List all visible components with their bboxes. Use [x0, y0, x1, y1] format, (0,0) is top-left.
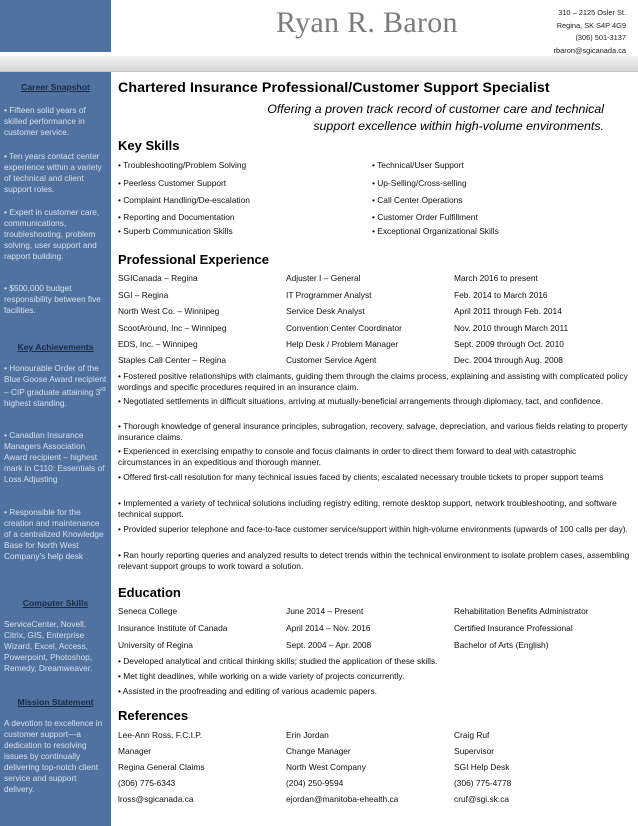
exp-role: Help Desk / Problem Manager: [286, 339, 399, 349]
edu-school: University of Regina: [118, 640, 193, 650]
exp-dates: Nov. 2010 through March 2011: [454, 323, 569, 333]
computer-skills-text: ServiceCenter, Novell, Citrix, GIS, Enterprise Wizard, Excel, Access, Powerpoint, Photoshop, Remedy, Dreamweaver.: [4, 619, 93, 673]
experience-heading: Professional Experience: [118, 252, 270, 267]
career-item: • $500,000 budget responsibility between five facilities.: [4, 283, 101, 315]
exp-dates: Dec. 2004 through Aug. 2008: [454, 355, 563, 365]
achievement-item: • Canadian Insurance Managers Association Award recipient – highest mark in C110: Essentials of Loss Adjusting: [4, 430, 105, 484]
key-achievements-heading: Key Achievements: [17, 342, 94, 352]
skill-item: • Superb Communication Skills: [118, 226, 233, 236]
edu-school: Insurance Institute of Canada: [118, 623, 228, 633]
contact-block: [554, 7, 626, 57]
experience-bullet: • Implemented a variety of technical solutions including registry editing, remote desktop support, network troubleshooting, and software technical support.: [118, 498, 617, 519]
references-heading: References: [118, 708, 189, 723]
ref-title: Manager: [118, 746, 152, 756]
ref-name: Erin Jordan: [286, 730, 329, 740]
experience-bullet: • Experienced in exercising empathy to console and focus claimants in order to direct them forward to deal with catastrophic circumstances in an expeditious and thorough manner.: [118, 446, 577, 467]
skill-item: • Reporting and Documentation: [118, 212, 235, 222]
header-color-band: [0, 0, 111, 52]
edu-dates: June 2014 – Present: [286, 606, 364, 616]
experience-bullet: • Fostered positive relationships with claimants, guiding them through the claims process, explaining and assisting with complicated policy wordings and specific procedures required in an insurance claim.: [118, 371, 628, 392]
superscript: rd: [100, 387, 106, 393]
ref-name: Craig Ruf: [454, 730, 490, 740]
career-item: • Fifteen solid years of skilled performance in customer service.: [4, 105, 86, 137]
edu-credential: Rehabilitation Benefits Administrator: [454, 606, 589, 616]
exp-company: SGI – Regina: [118, 290, 169, 300]
achievement-text: highest standing.: [4, 397, 67, 408]
ref-title: Supervisor: [454, 746, 495, 756]
skill-item: • Customer Order Fulfillment: [372, 212, 478, 222]
skill-item: • Technical/User Support: [372, 160, 464, 170]
resume-title: Chartered Insurance Professional/Customer Support Specialist: [118, 80, 550, 96]
exp-role: Customer Service Agent: [286, 355, 377, 365]
ref-title: Change Manager: [286, 746, 351, 756]
achievement-item: [4, 363, 108, 409]
ref-phone: (306) 775-4778: [454, 778, 512, 788]
skill-item: • Peerless Customer Support: [118, 178, 227, 188]
ref-name: Lee-Ann Ross, F.C.I.P.: [118, 730, 203, 740]
exp-dates: Feb. 2014 to March 2016: [454, 290, 548, 300]
exp-dates: March 2016 to present: [454, 273, 538, 283]
ref-org: Regina General Claims: [118, 762, 205, 772]
skill-item: • Exceptional Organizational Skills: [372, 226, 499, 236]
tagline-line-1: Offering a proven track record of customer care and technical: [267, 102, 604, 116]
ref-email[interactable]: lross@sgicanada.ca: [118, 794, 194, 804]
exp-dates: April 2011 through Feb. 2014: [454, 306, 562, 316]
ref-phone: (306) 775-6343: [118, 778, 176, 788]
tagline-line-2: support excellence within high-volume environments.: [313, 119, 604, 133]
education-heading: Education: [118, 585, 181, 600]
skill-item: • Up-Selling/Cross-selling: [372, 178, 467, 188]
exp-company: North West Co. – Winnipeg: [118, 306, 220, 316]
exp-company: EDS, Inc. – Winnipeg: [118, 339, 198, 349]
mission-statement-heading: Mission Statement: [17, 697, 94, 707]
edu-dates: April 2014 – Nov. 2016: [286, 623, 371, 633]
exp-company: SGICanada – Regina: [118, 273, 198, 283]
key-skills-heading: Key Skills: [118, 138, 180, 153]
experience-bullet: • Offered first-call resolution for many technical issues faced by clients; escalated necessary trouble tickets to proper support teams: [118, 472, 604, 482]
experience-bullet: • Thorough knowledge of general insurance principles, subrogation, recovery, salvage, depreciation, and various fields relating to property insurance claims.: [118, 421, 628, 442]
education-bullet: • Met tight deadlines, while working on a wide variety of projects concurrently.: [118, 671, 405, 681]
phone: (306) 501-3137: [575, 33, 626, 42]
experience-bullet: • Ran hourly reporting queries and analyzed results to detect trends within the technical environment to isolate problem cases, assembling relevant support groups to work toward a solution.: [118, 550, 630, 571]
address-line-2: Regina, SK S4P 4G9: [556, 20, 626, 30]
career-snapshot-heading: Career Snapshot: [21, 82, 90, 92]
ref-email[interactable]: ejordan@manitoba-ehealth.ca: [286, 794, 399, 804]
exp-role: Service Desk Analyst: [286, 306, 365, 316]
skill-item: • Call Center Operations: [372, 195, 463, 205]
career-item: • Ten years contact center experience within a variety of technical and client support roles.: [4, 151, 102, 194]
career-item: • Expert in customer care, communications, troubleshooting, problem solving, user support and rapport building.: [4, 207, 100, 261]
experience-bullet: • Negotiated settlements in difficult situations, arriving at mutually-beneficial arrangements through diplomacy, tact, and confidence.: [118, 396, 603, 406]
exp-role: Adjuster I – General: [286, 273, 361, 283]
education-bullet: • Developed analytical and critical thinking skills; studied the application of these skills.: [118, 656, 438, 666]
ref-org: North West Company: [286, 762, 366, 772]
achievement-item: • Responsible for the creation and maintenance of a centralized Knowledge Base for North West Company's help desk: [4, 507, 104, 561]
exp-role: Convention Center Coordinator: [286, 323, 402, 333]
education-bullet: • Assisted in the proofreading and editing of various academic papers.: [118, 686, 377, 696]
experience-bullet: • Provided superior telephone and face-to-face customer service/support within high-volume environments (upwards of 100 calls per day).: [118, 524, 628, 534]
skill-item: • Troubleshooting/Problem Solving: [118, 160, 247, 170]
header: [0, 0, 638, 62]
mission-statement-text: A devotion to excellence in customer support—a dedication to resolving issues by continually delivering top-notch client service and support delivery.: [4, 718, 103, 794]
exp-role: IT Programmer Analyst: [286, 290, 372, 300]
candidate-name: Ryan R. Baron: [276, 6, 458, 39]
sidebar: [0, 72, 111, 826]
exp-company: ScootAround, Inc – Winnipeg: [118, 323, 227, 333]
edu-credential: Certified Insurance Professional: [454, 623, 573, 633]
header-divider: [0, 56, 638, 72]
edu-dates: Sept. 2004 – Apr. 2008: [286, 640, 372, 650]
exp-dates: Sept. 2009 through Oct. 2010: [454, 339, 564, 349]
exp-company: Staples Call Center – Regina: [118, 355, 227, 365]
email[interactable]: rbaron@sgicanada.ca: [553, 45, 626, 55]
computer-skills-heading: Computer Skills: [22, 598, 89, 608]
skill-item: • Complaint Handling/De-escalation: [118, 195, 250, 205]
address-line-1: 310 – 2125 Osler St.: [558, 8, 626, 17]
achievement-text: • Honourable Order of the Blue Goose Award recipient – CIP graduate attaining 3: [4, 363, 107, 397]
edu-school: Seneca College: [118, 606, 178, 616]
ref-org: SGI Help Desk: [454, 762, 510, 772]
ref-email[interactable]: cruf@sgi.sk.ca: [454, 794, 510, 804]
edu-credential: Bachelor of Arts (English): [454, 640, 549, 650]
ref-phone: (204) 250-9594: [286, 778, 344, 788]
